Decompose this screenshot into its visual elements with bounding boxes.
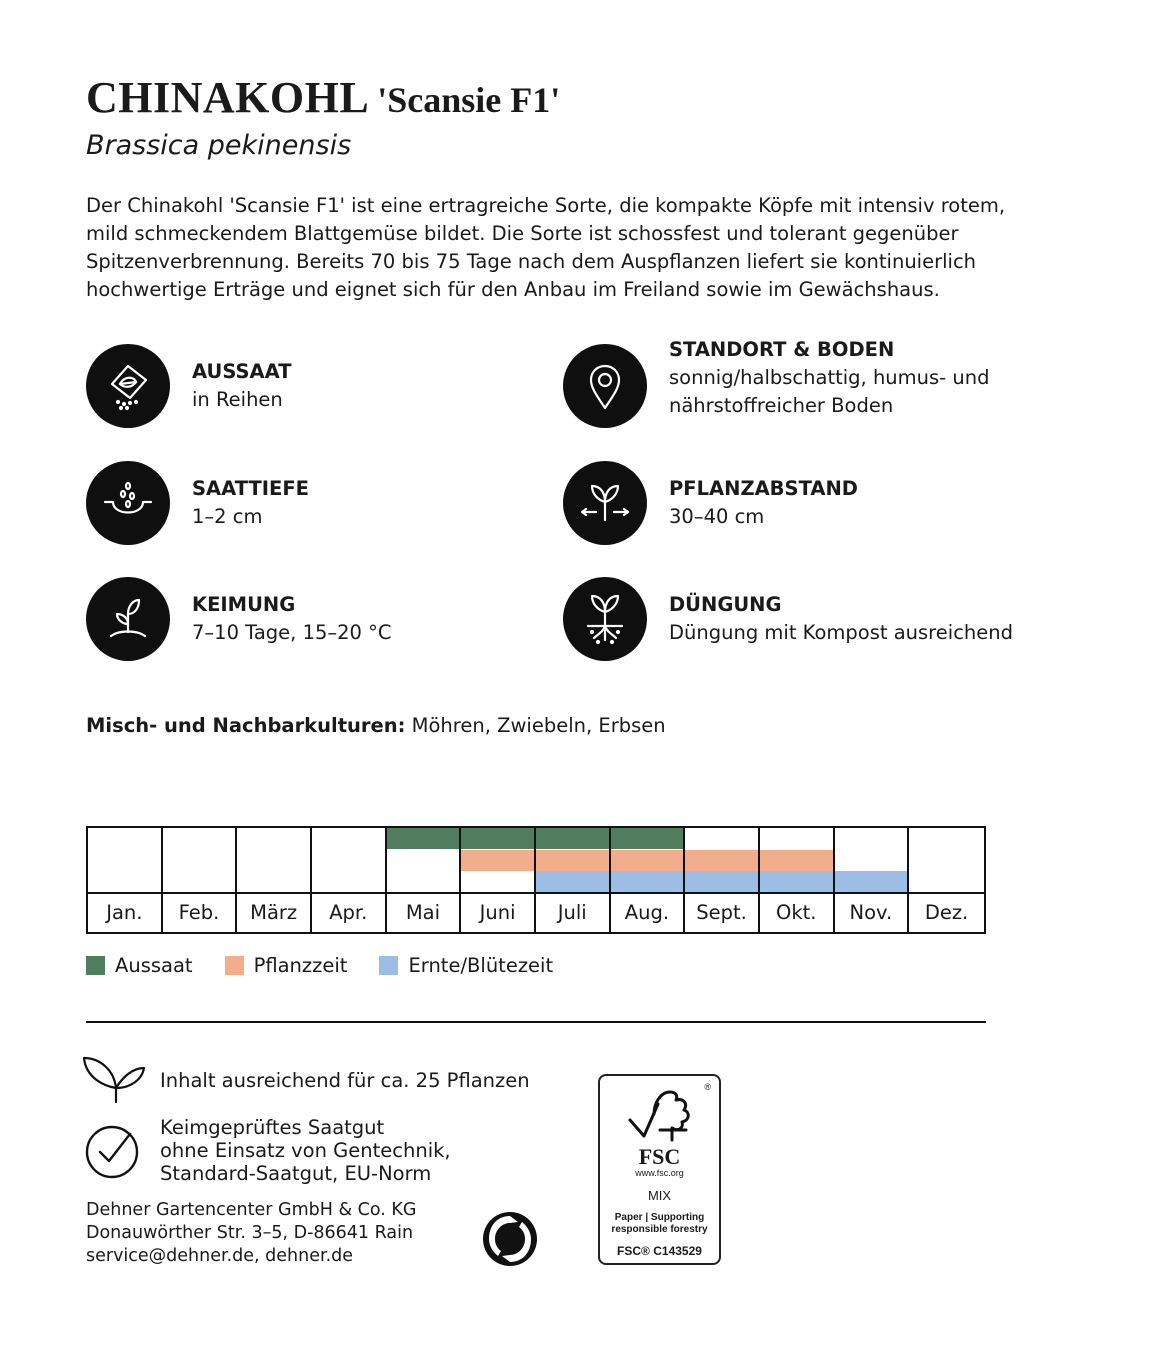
info-value: 1–2 cm: [192, 505, 263, 528]
sowing-calendar: [86, 826, 986, 934]
calendar-month-label: Sept.: [696, 901, 747, 924]
legend-swatch-plant: [225, 956, 244, 975]
leaves-icon: [80, 1052, 146, 1104]
calendar-bar-area: [611, 828, 684, 894]
calendar-month-column: [536, 828, 611, 932]
calendar-bar-harvest: [536, 871, 609, 892]
calendar-month-column: [237, 828, 312, 932]
fsc-license-code: FSC® C143529: [617, 1244, 702, 1258]
calendar-month-label: Nov.: [849, 901, 893, 924]
companion-plants: [86, 714, 666, 737]
calendar-month-column: [163, 828, 238, 932]
legend-swatch-sow: [86, 956, 105, 975]
calendar-bar-area: [387, 828, 460, 894]
info-standort: [563, 338, 999, 428]
fsc-url: www.fsc.org: [635, 1168, 684, 1178]
calendar-bar-plant: [536, 850, 609, 871]
calendar-month-label: Mai: [405, 901, 441, 924]
fsc-registered-mark: ®: [704, 1082, 711, 1092]
calendar-bar-sow: [387, 828, 460, 849]
info-value: 30–40 cm: [669, 505, 765, 528]
calendar-bar-plant: [611, 850, 684, 871]
fsc-claim-line: Paper | Supporting: [614, 1212, 705, 1223]
calendar-month-column: [611, 828, 686, 932]
calendar-bar-sow: [611, 828, 684, 849]
calendar-month-column: [461, 828, 536, 932]
legend-item-harvest: [379, 954, 553, 977]
info-label: KEIMUNG: [192, 593, 296, 616]
calendar-bar-area: [760, 828, 833, 894]
info-value: in Reihen: [192, 388, 283, 411]
info-value: sonnig/halbschattig, humus- und nährstoffreicher Boden: [669, 366, 990, 417]
content-note-text: Inhalt ausreichend für ca. 25 Pflanzen: [160, 1068, 530, 1092]
calendar-month-label: Feb.: [178, 901, 220, 924]
address-line: Dehner Gartencenter GmbH & Co. KG: [86, 1200, 417, 1220]
calendar-month-label: Aug.: [624, 901, 670, 924]
info-label: PFLANZABSTAND: [669, 477, 858, 500]
calendar-bar-harvest: [835, 871, 908, 892]
calendar-bar-area: [312, 828, 385, 894]
sprout-icon: [86, 577, 170, 661]
calendar-bar-area: [461, 828, 534, 894]
product-description: Der Chinakohl 'Scansie F1' ist eine ertragreiche Sorte, die kompakte Köpfe mit intensiv rotem, mild schmeckendem Blattgemüse bildet. Die Sorte ist schossfest und tolerant gegenüber Spitzenverbrennung. Bereits 70 bis 75 Tage nach dem Auspflanzen liefert sie kontinuierlich hochwertige Erträge und eignet sich für den Anbau im Freiland sowie im Gewächshaus.: [86, 194, 1006, 301]
fsc-mix: MIX: [647, 1188, 672, 1203]
calendar-month-label: Dez.: [924, 901, 969, 924]
calendar-bar-harvest: [611, 871, 684, 892]
calendar-month-label: Apr.: [329, 901, 368, 924]
calendar-bar-harvest: [685, 871, 758, 892]
info-aussaat: [86, 344, 292, 428]
calendar-bar-plant: [461, 850, 534, 871]
green-dot-recycling-icon: [481, 1210, 539, 1272]
calendar-bar-plant: [685, 850, 758, 871]
info-label: SAATTIEFE: [192, 477, 309, 500]
info-value: Düngung mit Kompost ausreichend: [669, 621, 1014, 644]
seed-packet-icon: [86, 344, 170, 428]
calendar-bar-sow: [461, 828, 534, 849]
quality-text: [160, 1116, 451, 1185]
calendar-month-column: [387, 828, 462, 932]
divider: [86, 1021, 986, 1023]
quality-line: ohne Einsatz von Gentechnik,: [160, 1139, 451, 1162]
calendar-bar-area: [685, 828, 758, 894]
content-note: [80, 1052, 530, 1104]
info-duengung: [563, 577, 1013, 661]
info-saattiefe: [86, 461, 309, 545]
calendar-bar-sow: [536, 828, 609, 849]
companion-label: Misch- und Nachbarkulturen:: [86, 714, 406, 737]
info-label: STANDORT & BODEN: [669, 338, 895, 361]
calendar-month-column: [88, 828, 163, 932]
plant-roots-icon: [563, 577, 647, 661]
checkmark-circle-icon: [84, 1122, 142, 1180]
legend-item-sow: [86, 954, 193, 977]
quality-line: Standard-Saatgut, EU-Norm: [160, 1162, 432, 1185]
legend-swatch-harvest: [379, 956, 398, 975]
legend-label: Aussaat: [115, 954, 193, 977]
latin-name: Brassica pekinensis: [86, 130, 352, 161]
fsc-claim: [600, 1212, 719, 1236]
calendar-month-column: [312, 828, 387, 932]
calendar-bar-area: [835, 828, 908, 894]
calendar-grid: [88, 828, 984, 932]
plant-spacing-icon: [563, 461, 647, 545]
info-keimung: [86, 577, 392, 661]
calendar-month-column: [685, 828, 760, 932]
legend-item-plant: [225, 954, 348, 977]
calendar-bar-area: [909, 828, 984, 894]
fsc-claim-line: responsible forestry: [611, 1224, 708, 1235]
sowing-depth-icon: [86, 461, 170, 545]
legend-label: Pflanzzeit: [253, 954, 348, 977]
calendar-bar-area: [237, 828, 310, 894]
fsc-tree-checkmark-icon: [624, 1084, 696, 1144]
calendar-month-label: Juli: [557, 901, 587, 924]
product-name: CHINAKOHL: [86, 73, 370, 122]
calendar-bar-area: [163, 828, 236, 894]
info-label: DÜNGUNG: [669, 593, 782, 616]
company-address: [86, 1199, 416, 1268]
info-value: 7–10 Tage, 15–20 °C: [192, 621, 392, 644]
location-pin-icon: [563, 344, 647, 428]
calendar-month-label: Juni: [479, 901, 516, 924]
calendar-bar-area: [88, 828, 161, 894]
product-title: [86, 72, 560, 123]
calendar-legend: [86, 954, 585, 977]
calendar-month-column: [760, 828, 835, 932]
calendar-month-label: Okt.: [775, 901, 817, 924]
quality-note: [84, 1116, 451, 1185]
variety-name: 'Scansie F1': [377, 80, 561, 120]
fsc-brand: FSC: [638, 1144, 681, 1169]
calendar-bar-area: [536, 828, 609, 894]
calendar-month-column: [909, 828, 984, 932]
calendar-month-column: [835, 828, 910, 932]
calendar-bar-plant: [760, 850, 833, 871]
legend-label: Ernte/Blütezeit: [408, 954, 554, 977]
calendar-bar-harvest: [760, 871, 833, 892]
quality-line: Keimgeprüftes Saatgut: [160, 1116, 385, 1139]
address-line: Donauwörther Str. 3–5, D-86641 Rain: [86, 1223, 414, 1243]
address-line: service@dehner.de, dehner.de: [86, 1246, 354, 1266]
fsc-certification-label: [598, 1074, 721, 1265]
companion-value: Möhren, Zwiebeln, Erbsen: [411, 714, 666, 737]
info-pflanzabstand: [563, 461, 858, 545]
calendar-month-label: März: [250, 901, 298, 924]
calendar-month-label: Jan.: [106, 901, 143, 924]
info-label: AUSSAAT: [192, 360, 292, 383]
